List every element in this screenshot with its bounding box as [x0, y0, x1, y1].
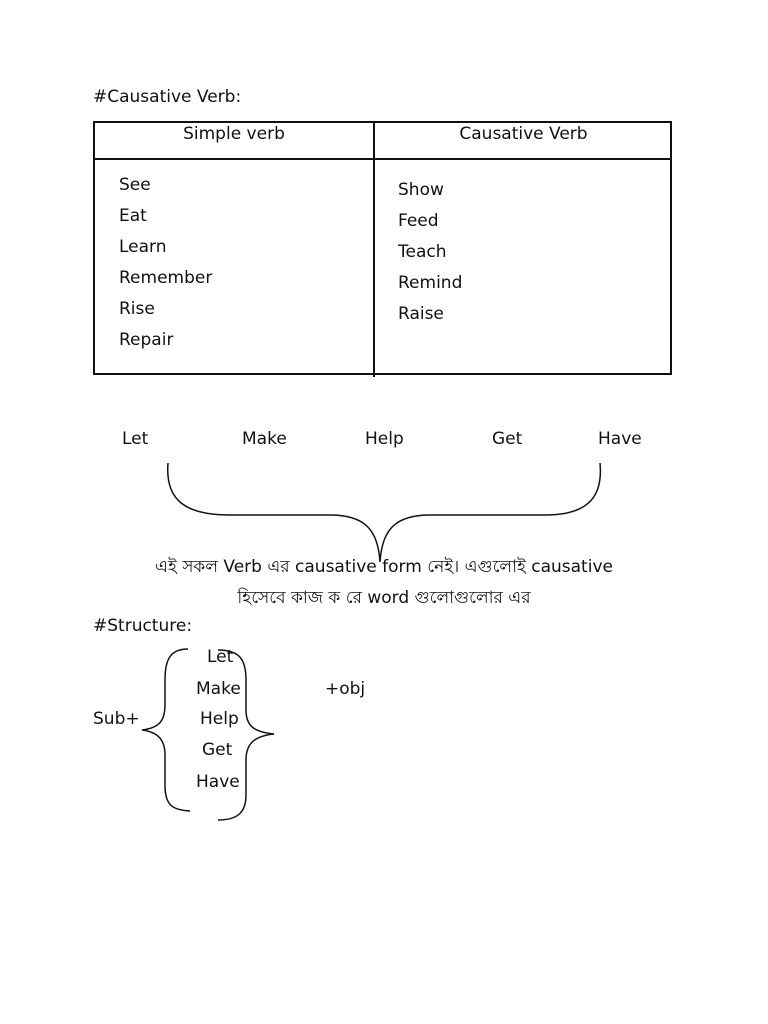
note-line-1: এই সকল Verb এর causative form নেই। এগুলোই causative	[155, 557, 613, 577]
simple-verb-item: See	[119, 175, 151, 195]
note-line-2: হিসেবে কাজ ক রে word গুলোগুলোর এর	[237, 588, 531, 608]
simple-verb-item: Learn	[119, 237, 167, 257]
causative-verb-item: Show	[398, 180, 444, 200]
verb-help: Help	[365, 429, 404, 449]
causative-verb-item: Remind	[398, 273, 463, 293]
simple-verb-item: Remember	[119, 268, 213, 288]
causative-verb-item: Raise	[398, 304, 444, 324]
causative-verb-item: Feed	[398, 211, 439, 231]
simple-verb-item: Rise	[119, 299, 155, 319]
horizontal-brace	[168, 463, 601, 562]
left-curly-brace	[142, 649, 190, 811]
right-curly-brace	[218, 650, 274, 820]
structure-verb-help: Help	[200, 709, 239, 729]
simple-verb-item: Eat	[119, 206, 147, 226]
causative-verb-item: Teach	[398, 242, 447, 262]
section-title-causative-verb: #Causative Verb:	[93, 87, 242, 107]
structure-verb-let: Let	[207, 647, 234, 667]
verb-have: Have	[598, 429, 642, 449]
structure-verb-make: Make	[196, 679, 241, 699]
simple-verb-item: Repair	[119, 330, 174, 350]
verb-make: Make	[242, 429, 287, 449]
table-header-causative-verb: Causative Verb	[459, 124, 588, 144]
structure-verb-get: Get	[202, 740, 233, 760]
table-header-simple-verb: Simple verb	[183, 124, 285, 144]
verb-let: Let	[122, 429, 149, 449]
subject-label: Sub+	[93, 709, 140, 729]
structure-verb-have: Have	[196, 772, 240, 792]
verb-get: Get	[492, 429, 523, 449]
section-title-structure: #Structure:	[93, 616, 193, 636]
object-label: +obj	[325, 679, 366, 699]
